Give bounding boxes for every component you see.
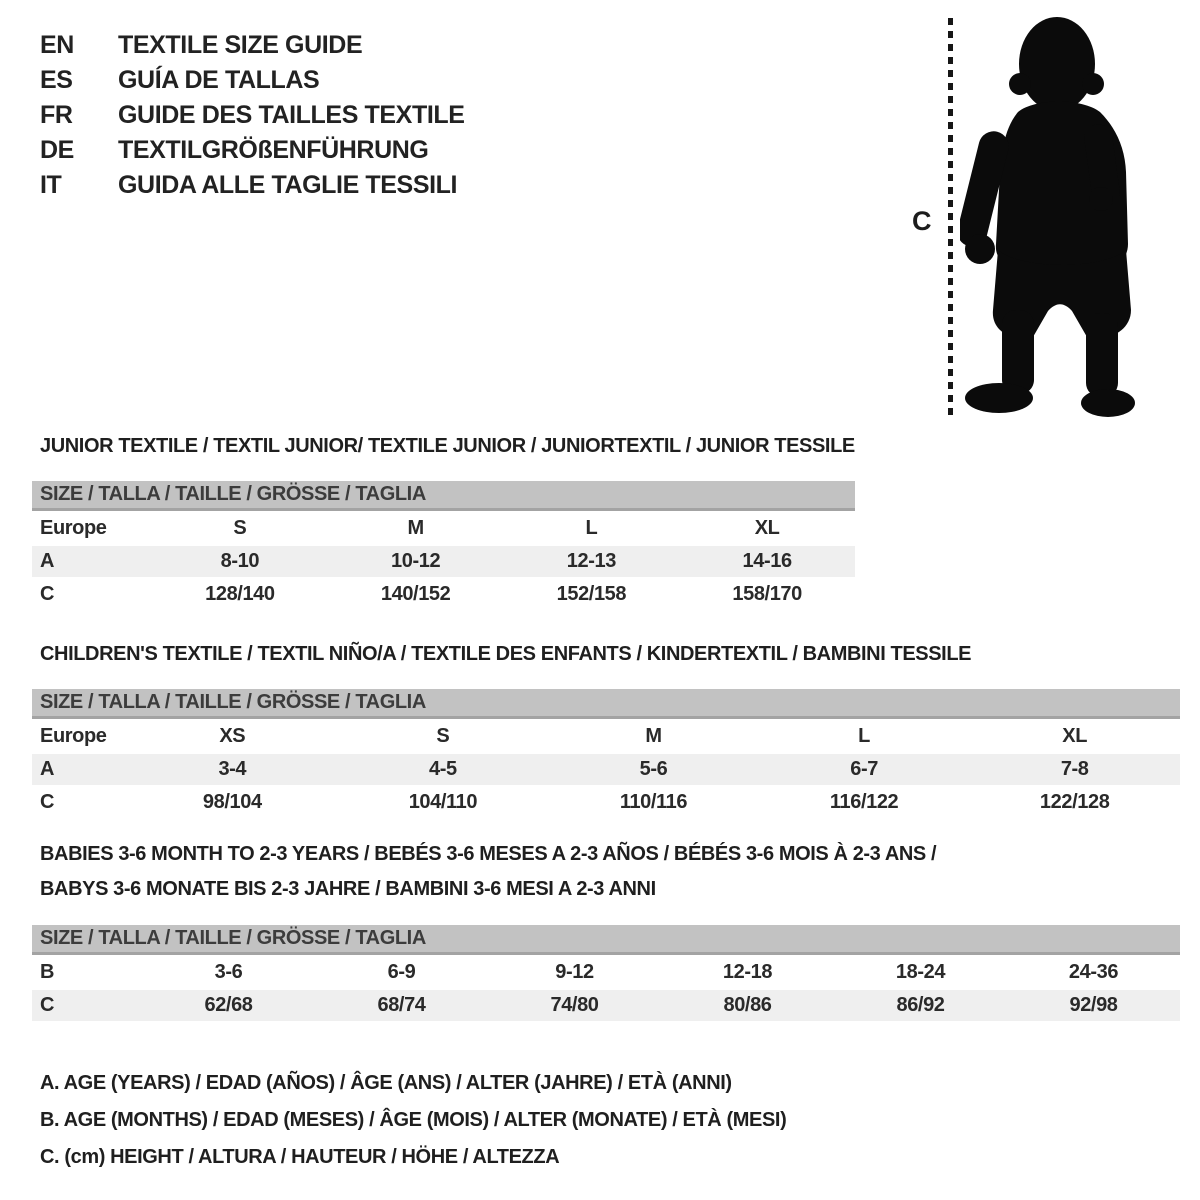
children-size-header-bar [32,689,1180,719]
junior-size-header-bar [32,481,855,511]
children-height-m: 110/116 [619,791,688,813]
children-size-header-label: SIZE / TALLA / TAILLE / GRÖSSE / TAGLIA [40,691,426,713]
language-code-de: DE [40,136,74,164]
children-size-table [32,689,1180,818]
junior-row-height [32,579,855,610]
children-age-l: 6-7 [850,758,878,780]
babies-months-4: 12-18 [722,961,773,983]
children-size-s: S [436,725,450,747]
junior-size-table [32,481,855,610]
junior-height-s: 128/140 [205,583,275,605]
junior-row-age [32,546,855,577]
babies-row-height-label: C [40,994,55,1016]
language-title-list [40,28,465,203]
babies-height-6: 92/98 [1069,994,1118,1016]
language-code-en: EN [40,31,74,59]
children-section-title: CHILDREN'S TEXTILE / TEXTIL NIÑO/A / TEXTILE DES ENFANTS / KINDERTEXTIL / BAMBINI TESSILE [40,643,972,665]
junior-size-l: L [585,517,598,539]
children-height-xs: 98/104 [202,791,262,813]
babies-section-title-line2: BABYS 3-6 MONATE BIS 2-3 JAHRE / BAMBINI 3-6 MESI A 2-3 ANNI [40,878,656,900]
children-size-l: L [858,725,870,747]
language-code-fr: FR [40,101,73,129]
children-age-xl: 7-8 [1060,758,1089,780]
language-title-es: GUÍA DE TALLAS [118,66,320,94]
height-dashed-line [948,18,953,420]
children-age-xs: 3-4 [218,758,247,780]
children-row-height-label: C [40,791,55,813]
babies-height-4: 80/86 [723,994,772,1016]
language-code-es: ES [40,66,73,94]
junior-row-europe-label: Europe [40,517,107,539]
babies-height-3: 74/80 [550,994,599,1016]
babies-height-5: 86/92 [896,994,945,1016]
legend-age-months: B. AGE (MONTHS) / EDAD (MESES) / ÂGE (MOIS) / ALTER (MONATE) / ETÀ (MESI) [40,1109,787,1131]
height-measure-label: C [912,206,932,236]
junior-height-m: 140/152 [380,583,451,605]
babies-size-header-bar [32,925,1180,955]
children-size-xl: XL [1062,725,1088,747]
height-figure [895,0,1175,440]
junior-age-xl: 14-16 [742,550,792,572]
legend-age-years: A. AGE (YEARS) / EDAD (AÑOS) / ÂGE (ANS) / ALTER (JAHRE) / ETÀ (ANNI) [40,1072,732,1094]
babies-section-title-line1: BABIES 3-6 MONTH TO 2-3 YEARS / BEBÉS 3-6 MESES A 2-3 AÑOS / BÉBÉS 3-6 MOIS À 2-3 ANS / [40,843,937,865]
children-row-age [32,754,1180,785]
children-size-m: M [645,725,662,747]
junior-size-xl: XL [754,517,780,539]
babies-months-3: 9-12 [555,961,594,983]
language-row-de [40,133,465,168]
junior-size-m: M [407,517,424,539]
language-row-en [40,28,465,63]
babies-months-5: 18-24 [895,961,946,983]
babies-months-1: 3-6 [214,961,243,983]
children-age-s: 4-5 [429,758,457,780]
babies-row-months-label: B [40,961,55,983]
babies-row-height [32,990,1180,1021]
babies-size-table [32,925,1180,1021]
legend-height-cm: C. (cm) HEIGHT / ALTURA / HAUTEUR / HÖHE / ALTEZZA [40,1146,560,1168]
babies-months-6: 24-36 [1068,961,1119,983]
babies-size-header-label: SIZE / TALLA / TAILLE / GRÖSSE / TAGLIA [40,927,426,949]
language-row-it [40,168,465,203]
language-title-en: TEXTILE SIZE GUIDE [118,31,363,59]
language-title-it: GUIDA ALLE TAGLIE TESSILI [118,171,458,199]
toddler-silhouette-icon [960,12,1140,424]
babies-months-2: 6-9 [387,961,416,983]
children-height-l: 116/122 [829,791,899,813]
junior-age-s: 8-10 [220,550,260,572]
junior-row-height-label: C [40,583,55,605]
children-row-europe [32,721,1180,752]
language-title-fr: GUIDE DES TAILLES TEXTILE [118,101,465,129]
children-row-europe-label: Europe [40,725,107,747]
junior-section-title: JUNIOR TEXTILE / TEXTIL JUNIOR/ TEXTILE JUNIOR / JUNIORTEXTIL / JUNIOR TESSILE [40,435,855,457]
children-age-m: 5-6 [639,758,668,780]
children-row-height [32,787,1180,818]
babies-height-2: 68/74 [377,994,426,1016]
junior-row-europe [32,513,855,544]
language-code-it: IT [40,171,62,199]
junior-age-m: 10-12 [391,550,441,572]
babies-row-months [32,957,1180,988]
children-height-s: 104/110 [408,791,478,813]
language-title-de: TEXTILGRÖßENFÜHRUNG [118,136,429,164]
junior-size-s: S [233,517,247,539]
junior-height-l: 152/158 [556,583,627,605]
babies-height-1: 62/68 [204,994,253,1016]
junior-height-xl: 158/170 [732,583,802,605]
language-row-es [40,63,465,98]
language-row-fr [40,98,465,133]
junior-row-age-label: A [40,550,55,572]
junior-size-header-label: SIZE / TALLA / TAILLE / GRÖSSE / TAGLIA [40,483,426,505]
children-row-age-label: A [40,758,55,780]
children-height-xl: 122/128 [1039,791,1110,813]
junior-age-l: 12-13 [566,550,616,572]
children-size-xs: XS [219,725,246,747]
